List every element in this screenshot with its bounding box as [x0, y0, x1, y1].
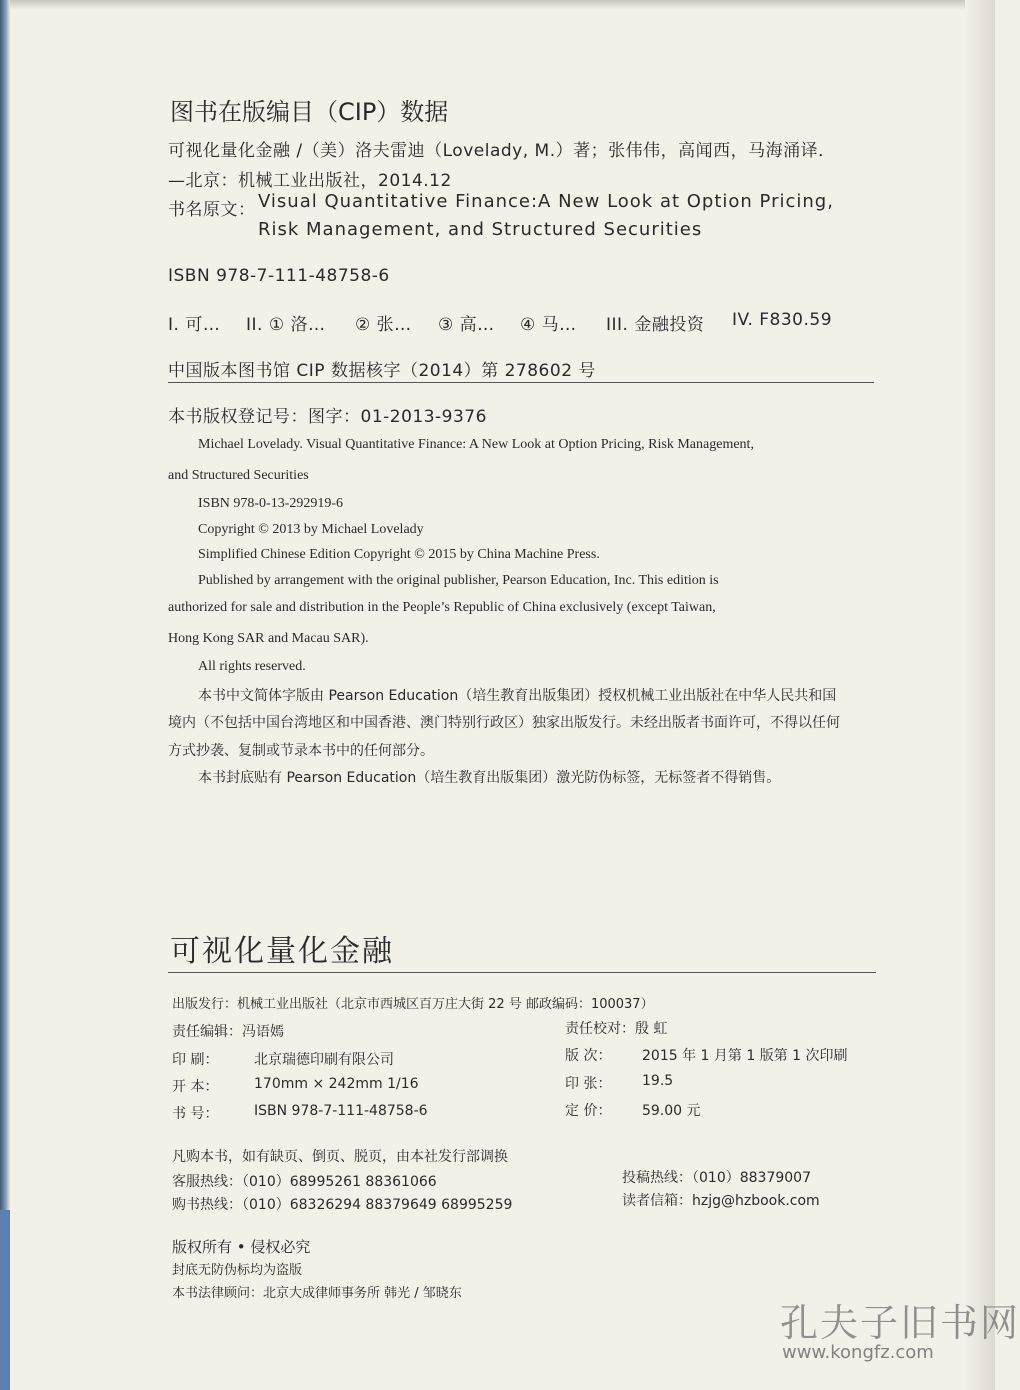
cip-isbn: ISBN 978-7-111-48758-6	[168, 266, 390, 286]
book-number: ISBN 978-7-111-48758-6	[254, 1103, 428, 1119]
legal-counsel: 本书法律顾问：北京大成律师事务所 韩光 / 邹晓东	[172, 1286, 462, 1301]
orig-citation-2: and Structured Securities	[168, 468, 309, 483]
reader-email: 读者信箱：hzjg@hzbook.com	[622, 1193, 820, 1209]
subject-2: II. ① 洛…	[246, 315, 326, 335]
subject-4: ③ 高…	[438, 315, 495, 335]
cip-line-1: 可视化量化金融 /（美）洛夫雷迪（Lovelady, M.）著；张伟伟，高闻西，马海涌译．	[168, 141, 836, 161]
sheets: 19.5	[642, 1073, 674, 1089]
original-title-line-2: Risk Management, and Structured Securities	[258, 219, 703, 240]
subject-3: ② 张…	[355, 315, 412, 335]
rights-reserved: 版权所有 • 侵权必究	[172, 1238, 311, 1256]
page-right-shadow	[965, 0, 995, 1390]
cip-number: 中国版本图书馆 CIP 数据核字（2014）第 278602 号	[168, 361, 596, 381]
book-spine-blue	[0, 1210, 10, 1390]
subject-6: III. 金融投资	[606, 315, 705, 335]
subject-1: I. 可…	[168, 315, 221, 335]
service-hotline: 客服热线：（010）68995261 88361066	[172, 1174, 437, 1190]
cip-heading: 图书在版编目（CIP）数据	[170, 98, 449, 126]
submission-hotline: 投稿热线：（010）88379007	[622, 1170, 811, 1186]
cn-notice-2: 境内（不包括中国台湾地区和中国香港、澳门特别行政区）独家出版发行。未经出版者书面许可，不得以任何	[168, 715, 840, 731]
original-title-line-1: Visual Quantitative Finance:A New Look at Option Pricing,	[258, 191, 834, 212]
copyright-original: Copyright © 2013 by Michael Lovelady	[198, 522, 424, 537]
watermark-url: www.kongfz.com	[782, 1342, 934, 1363]
edition-label: 版 次：	[565, 1048, 612, 1064]
price-label: 定 价：	[565, 1103, 612, 1119]
editor: 责任编辑：冯语嫣	[172, 1024, 284, 1040]
cn-notice-4: 本书封底贴有 Pearson Education（培生教育出版集团）激光防伪标签，无标签者不得销售。	[198, 770, 781, 786]
page-top-shadow	[0, 0, 995, 10]
published-line-2: authorized for sale and distribution in the People’s Republic of China exclusively (except Taiwan,	[168, 600, 716, 615]
subject-5: ④ 马…	[520, 315, 577, 335]
sales-hotline: 购书热线：（010）68326294 88379649 68995259	[172, 1197, 513, 1213]
published-line-3: Hong Kong SAR and Macau SAR).	[168, 631, 369, 646]
cn-notice-3: 方式抄袭、复制或节录本书中的任何部分。	[168, 743, 434, 759]
book-number-label: 书 号：	[172, 1106, 219, 1122]
edition: 2015 年 1 月第 1 版第 1 次印刷	[642, 1048, 848, 1064]
all-rights: All rights reserved.	[198, 659, 306, 674]
orig-isbn: ISBN 978-0-13-292919-6	[198, 496, 344, 511]
book-spine-edge	[0, 0, 10, 1390]
antifake-notice: 封底无防伪标均为盗版	[172, 1263, 303, 1278]
proofreader: 责任校对：殷 虹	[565, 1021, 668, 1037]
printer: 北京瑞德印刷有限公司	[254, 1052, 394, 1068]
published-line-1: Published by arrangement with the original publisher, Pearson Education, Inc. This edition is	[198, 573, 719, 588]
watermark-name: 孔夫子旧书网	[780, 1301, 1020, 1345]
book-title: 可视化量化金融	[170, 934, 394, 969]
copyright-registration: 本书版权登记号：图字：01-2013-9376	[168, 407, 487, 427]
cn-notice-1: 本书中文简体字版由 Pearson Education（培生教育出版集团）授权机械工业出版社在中华人民共和国	[198, 688, 837, 704]
subject-7: IV. F830.59	[732, 310, 833, 330]
copyright-chinese: Simplified Chinese Edition Copyright © 2015 by China Machine Press.	[198, 547, 600, 562]
divider-title	[168, 972, 876, 973]
format: 170mm × 242mm 1/16	[254, 1076, 419, 1092]
divider-cip	[168, 382, 874, 383]
price: 59.00 元	[642, 1103, 701, 1119]
orig-citation-1: Michael Lovelady. Visual Quantitative Finance: A New Look at Option Pricing, Risk Management,	[198, 437, 754, 452]
exchange-notice: 凡购本书，如有缺页、倒页、脱页，由本社发行部调换	[172, 1149, 508, 1165]
format-label: 开 本：	[172, 1079, 219, 1095]
cip-line-2: —北京：机械工业出版社，2014.12	[168, 171, 452, 191]
printer-label: 印 刷：	[172, 1052, 219, 1068]
sheets-label: 印 张：	[565, 1076, 612, 1092]
publisher-line: 出版发行：机械工业出版社（北京市西城区百万庄大街 22 号 邮政编码：100037）	[172, 997, 654, 1012]
original-title-label: 书名原文：	[168, 200, 256, 220]
